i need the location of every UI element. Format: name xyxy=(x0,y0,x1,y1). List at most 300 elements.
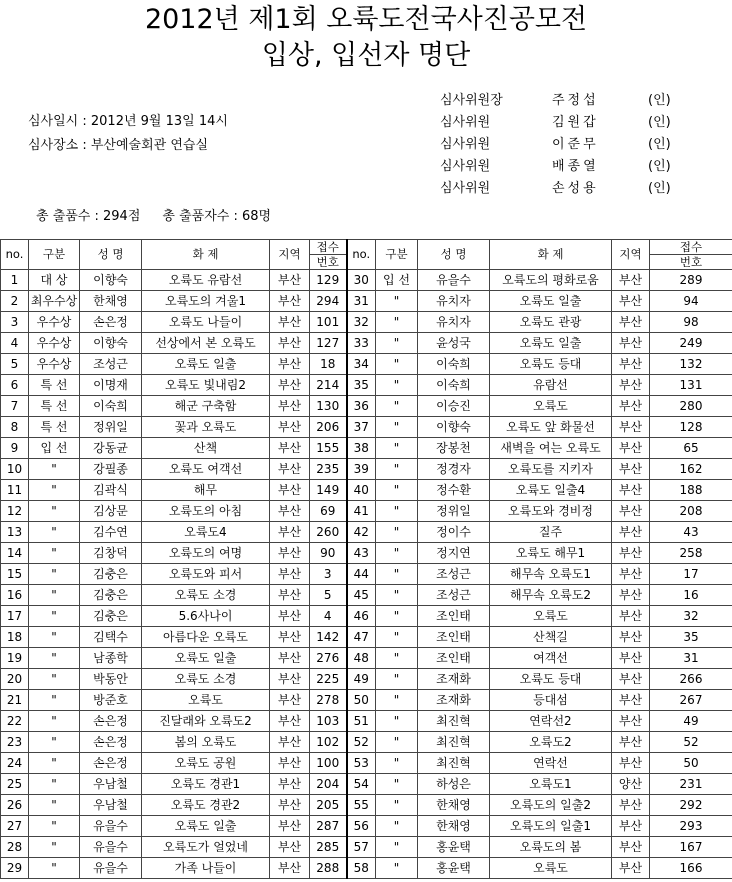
cell-name: 유을수 xyxy=(418,270,490,291)
cell-name: 조인태 xyxy=(418,627,490,648)
header-no: no. xyxy=(347,240,376,270)
cell-receipt: 102 xyxy=(310,732,347,753)
cell-category: " xyxy=(29,816,80,837)
cell-category: 우수상 xyxy=(29,312,80,333)
cell-no: 31 xyxy=(347,291,376,312)
cell-category: " xyxy=(29,459,80,480)
cell-no: 21 xyxy=(1,690,29,711)
cell-no: 6 xyxy=(1,375,29,396)
cell-title: 해무속 오륙도1 xyxy=(490,564,612,585)
cell-region: 부산 xyxy=(612,438,650,459)
cell-region: 부산 xyxy=(612,753,650,774)
table-row xyxy=(1,753,732,774)
cell-name: 손은정 xyxy=(80,732,142,753)
cell-receipt: 288 xyxy=(310,858,347,879)
cell-title: 연락선2 xyxy=(490,711,612,732)
cell-category: " xyxy=(29,648,80,669)
header-title: 화 제 xyxy=(142,240,270,270)
cell-no: 44 xyxy=(347,564,376,585)
cell-receipt: 43 xyxy=(650,522,732,543)
cell-receipt: 17 xyxy=(650,564,732,585)
table-row xyxy=(1,606,732,627)
cell-name: 손은정 xyxy=(80,711,142,732)
cell-title: 오륙도 일출 xyxy=(142,816,270,837)
cell-no: 10 xyxy=(1,459,29,480)
cell-category: " xyxy=(376,312,418,333)
cell-category: 특 선 xyxy=(29,417,80,438)
cell-receipt: 98 xyxy=(650,312,732,333)
cell-receipt: 276 xyxy=(310,648,347,669)
cell-receipt: 294 xyxy=(310,291,347,312)
cell-receipt: 94 xyxy=(650,291,732,312)
cell-title: 가족 나들이 xyxy=(142,858,270,879)
cell-region: 부산 xyxy=(270,396,310,417)
cell-no: 38 xyxy=(347,438,376,459)
cell-title: 진달래와 오륙도2 xyxy=(142,711,270,732)
cell-no: 53 xyxy=(347,753,376,774)
cell-receipt: 49 xyxy=(650,711,732,732)
cell-region: 부산 xyxy=(612,501,650,522)
cell-region: 부산 xyxy=(270,711,310,732)
cell-category: " xyxy=(376,438,418,459)
cell-title: 오륙도 일출 xyxy=(490,291,612,312)
cell-region: 부산 xyxy=(612,417,650,438)
cell-category: " xyxy=(376,585,418,606)
cell-region: 부산 xyxy=(270,375,310,396)
cell-no: 33 xyxy=(347,333,376,354)
judge-row xyxy=(420,86,720,108)
cell-no: 34 xyxy=(347,354,376,375)
cell-region: 부산 xyxy=(612,354,650,375)
cell-receipt: 4 xyxy=(310,606,347,627)
cell-name: 윤성국 xyxy=(418,333,490,354)
cell-receipt: 3 xyxy=(310,564,347,585)
cell-no: 43 xyxy=(347,543,376,564)
judge-name: 손성용 xyxy=(552,181,599,196)
cell-no: 57 xyxy=(347,837,376,858)
cell-receipt: 155 xyxy=(310,438,347,459)
cell-title: 오륙도 일출 xyxy=(142,648,270,669)
cell-category: " xyxy=(29,732,80,753)
table-row xyxy=(1,459,732,480)
cell-title: 아름다운 오륙도 xyxy=(142,627,270,648)
cell-category: " xyxy=(376,333,418,354)
header-region: 지역 xyxy=(270,240,310,270)
table-row xyxy=(1,711,732,732)
cell-category: " xyxy=(376,816,418,837)
judge-row xyxy=(420,152,720,174)
cell-category: " xyxy=(376,396,418,417)
header-name: 성 명 xyxy=(418,240,490,270)
cell-no: 22 xyxy=(1,711,29,732)
cell-region: 부산 xyxy=(270,438,310,459)
cell-no: 35 xyxy=(347,375,376,396)
document-subtitle: 입상, 입선자 명단 xyxy=(261,40,471,71)
table-row xyxy=(1,522,732,543)
table-row xyxy=(1,564,732,585)
cell-no: 7 xyxy=(1,396,29,417)
judging-date: 심사일시 : 2012년 9월 13일 14시 xyxy=(28,114,228,129)
cell-no: 58 xyxy=(347,858,376,879)
document-title: 2012년 제1회 오륙도전국사진공모전 xyxy=(144,4,588,35)
cell-no: 36 xyxy=(347,396,376,417)
cell-no: 15 xyxy=(1,564,29,585)
cell-no: 27 xyxy=(1,816,29,837)
cell-name: 홍윤택 xyxy=(418,858,490,879)
header-receipt-bottom: 번호 xyxy=(310,255,347,270)
cell-receipt: 129 xyxy=(310,270,347,291)
cell-name: 최진혁 xyxy=(418,711,490,732)
cell-receipt: 260 xyxy=(310,522,347,543)
cell-region: 부산 xyxy=(270,774,310,795)
table-row xyxy=(1,270,732,291)
cell-receipt: 65 xyxy=(650,438,732,459)
cell-title: 오륙도2 xyxy=(490,732,612,753)
cell-receipt: 31 xyxy=(650,648,732,669)
cell-region: 부산 xyxy=(270,690,310,711)
winners-table xyxy=(0,239,732,879)
cell-region: 부산 xyxy=(270,648,310,669)
cell-name: 우남철 xyxy=(80,795,142,816)
cell-region: 부산 xyxy=(270,522,310,543)
cell-name: 이향숙 xyxy=(80,333,142,354)
cell-title: 산책 xyxy=(142,438,270,459)
header-category: 구분 xyxy=(376,240,418,270)
judge-row xyxy=(420,130,720,152)
cell-category: " xyxy=(376,354,418,375)
cell-name: 조재화 xyxy=(418,690,490,711)
cell-category: " xyxy=(376,291,418,312)
cell-name: 방준호 xyxy=(80,690,142,711)
header-category: 구분 xyxy=(29,240,80,270)
cell-title: 오륙도 빛내림2 xyxy=(142,375,270,396)
totals xyxy=(36,205,271,224)
judge-row xyxy=(420,174,720,196)
total-entrants: 총 출품자수 : 68명 xyxy=(162,209,272,224)
cell-region: 부산 xyxy=(612,480,650,501)
cell-category: " xyxy=(29,711,80,732)
cell-receipt: 149 xyxy=(310,480,347,501)
cell-no: 42 xyxy=(347,522,376,543)
cell-title: 오륙도의 겨울1 xyxy=(142,291,270,312)
cell-region: 부산 xyxy=(612,816,650,837)
cell-category: " xyxy=(29,837,80,858)
cell-receipt: 35 xyxy=(650,627,732,648)
cell-no: 1 xyxy=(1,270,29,291)
cell-category: " xyxy=(376,690,418,711)
cell-category: " xyxy=(376,543,418,564)
cell-receipt: 285 xyxy=(310,837,347,858)
cell-title: 봄의 오륙도 xyxy=(142,732,270,753)
cell-region: 부산 xyxy=(612,627,650,648)
cell-no: 16 xyxy=(1,585,29,606)
table-row xyxy=(1,354,732,375)
cell-category: " xyxy=(29,501,80,522)
cell-name: 박동안 xyxy=(80,669,142,690)
table-row xyxy=(1,795,732,816)
cell-region: 부산 xyxy=(270,459,310,480)
cell-title: 해무 xyxy=(142,480,270,501)
cell-category: " xyxy=(376,627,418,648)
judges-panel xyxy=(420,86,720,196)
cell-category: " xyxy=(376,648,418,669)
cell-name: 김택수 xyxy=(80,627,142,648)
judge-name: 김원갑 xyxy=(552,115,599,130)
cell-category: " xyxy=(376,375,418,396)
cell-category: " xyxy=(376,711,418,732)
cell-name: 유치자 xyxy=(418,312,490,333)
table-row xyxy=(1,858,732,879)
cell-receipt: 289 xyxy=(650,270,732,291)
judge-name: 배종열 xyxy=(552,159,599,174)
cell-region: 양산 xyxy=(612,774,650,795)
table-row xyxy=(1,501,732,522)
table-row xyxy=(1,690,732,711)
cell-name: 조성근 xyxy=(418,564,490,585)
judge-seal: (인) xyxy=(648,181,671,196)
cell-title: 오륙도 앞 화물선 xyxy=(490,417,612,438)
cell-title: 오륙도4 xyxy=(142,522,270,543)
cell-title: 오륙도 나들이 xyxy=(142,312,270,333)
cell-receipt: 167 xyxy=(650,837,732,858)
cell-title: 오륙도 소경 xyxy=(142,669,270,690)
cell-title: 오륙도 등대 xyxy=(490,669,612,690)
cell-region: 부산 xyxy=(270,417,310,438)
table-row xyxy=(1,774,732,795)
cell-region: 부산 xyxy=(270,669,310,690)
cell-receipt: 208 xyxy=(650,501,732,522)
cell-name: 남종학 xyxy=(80,648,142,669)
cell-title: 오륙도 여객선 xyxy=(142,459,270,480)
cell-no: 25 xyxy=(1,774,29,795)
cell-region: 부산 xyxy=(612,858,650,879)
cell-no: 5 xyxy=(1,354,29,375)
cell-region: 부산 xyxy=(612,375,650,396)
cell-title: 꽃과 오륙도 xyxy=(142,417,270,438)
total-entries: 총 출품수 : 294점 xyxy=(36,209,141,224)
cell-no: 9 xyxy=(1,438,29,459)
cell-region: 부산 xyxy=(270,270,310,291)
header-region: 지역 xyxy=(612,240,650,270)
cell-category: " xyxy=(29,795,80,816)
cell-category: " xyxy=(29,669,80,690)
cell-category: " xyxy=(376,564,418,585)
cell-receipt: 206 xyxy=(310,417,347,438)
table-row xyxy=(1,375,732,396)
cell-title: 오륙도 공원 xyxy=(142,753,270,774)
cell-category: " xyxy=(376,732,418,753)
cell-receipt: 280 xyxy=(650,396,732,417)
cell-region: 부산 xyxy=(270,858,310,879)
cell-region: 부산 xyxy=(612,270,650,291)
header-no: no. xyxy=(1,240,29,270)
cell-region: 부산 xyxy=(270,732,310,753)
cell-name: 정수환 xyxy=(418,480,490,501)
table-row xyxy=(1,480,732,501)
cell-no: 11 xyxy=(1,480,29,501)
cell-category: " xyxy=(376,417,418,438)
cell-receipt: 249 xyxy=(650,333,732,354)
cell-no: 14 xyxy=(1,543,29,564)
cell-name: 김충은 xyxy=(80,564,142,585)
cell-no: 39 xyxy=(347,459,376,480)
cell-category: 우수상 xyxy=(29,354,80,375)
cell-receipt: 214 xyxy=(310,375,347,396)
cell-category: " xyxy=(376,858,418,879)
table-row xyxy=(1,543,732,564)
cell-region: 부산 xyxy=(612,312,650,333)
cell-title: 오륙도와 피서 xyxy=(142,564,270,585)
cell-name: 정경자 xyxy=(418,459,490,480)
cell-title: 오륙도를 지키자 xyxy=(490,459,612,480)
cell-region: 부산 xyxy=(270,333,310,354)
cell-title: 오륙도 관광 xyxy=(490,312,612,333)
cell-no: 23 xyxy=(1,732,29,753)
cell-name: 김곽식 xyxy=(80,480,142,501)
cell-title: 오륙도 xyxy=(490,858,612,879)
cell-region: 부산 xyxy=(270,501,310,522)
cell-region: 부산 xyxy=(612,606,650,627)
cell-name: 김상문 xyxy=(80,501,142,522)
cell-no: 2 xyxy=(1,291,29,312)
cell-category: " xyxy=(29,480,80,501)
cell-title: 오륙도 xyxy=(490,396,612,417)
cell-category: " xyxy=(376,795,418,816)
cell-category: " xyxy=(29,690,80,711)
cell-category: " xyxy=(376,459,418,480)
cell-title: 오륙도 등대 xyxy=(490,354,612,375)
cell-title: 해군 구축함 xyxy=(142,396,270,417)
cell-region: 부산 xyxy=(270,480,310,501)
cell-name: 조인태 xyxy=(418,606,490,627)
cell-no: 37 xyxy=(347,417,376,438)
cell-name: 정지연 xyxy=(418,543,490,564)
cell-no: 52 xyxy=(347,732,376,753)
cell-category: 입 선 xyxy=(29,438,80,459)
cell-title: 선상에서 본 오륙도 xyxy=(142,333,270,354)
cell-region: 부산 xyxy=(612,543,650,564)
cell-name: 조성근 xyxy=(418,585,490,606)
cell-no: 12 xyxy=(1,501,29,522)
cell-category: " xyxy=(376,501,418,522)
table-row xyxy=(1,627,732,648)
table-row xyxy=(1,417,732,438)
table-row xyxy=(1,732,732,753)
cell-title: 오륙도 일출4 xyxy=(490,480,612,501)
cell-category: " xyxy=(29,627,80,648)
cell-no: 24 xyxy=(1,753,29,774)
cell-title: 오륙도 xyxy=(490,606,612,627)
cell-name: 김충은 xyxy=(80,606,142,627)
header-receipt-bottom: 번호 xyxy=(650,255,732,270)
cell-receipt: 18 xyxy=(310,354,347,375)
cell-region: 부산 xyxy=(612,648,650,669)
cell-title: 오륙도 xyxy=(142,690,270,711)
cell-no: 4 xyxy=(1,333,29,354)
cell-name: 한채영 xyxy=(418,795,490,816)
table-row xyxy=(1,312,732,333)
cell-category: 대 상 xyxy=(29,270,80,291)
cell-category: 특 선 xyxy=(29,375,80,396)
cell-region: 부산 xyxy=(612,564,650,585)
cell-name: 이숙희 xyxy=(418,354,490,375)
cell-title: 등대섬 xyxy=(490,690,612,711)
judge-seal: (인) xyxy=(648,93,671,108)
cell-title: 오륙도 경관2 xyxy=(142,795,270,816)
cell-region: 부산 xyxy=(612,711,650,732)
cell-receipt: 127 xyxy=(310,333,347,354)
cell-name: 유치자 xyxy=(418,291,490,312)
cell-receipt: 5 xyxy=(310,585,347,606)
cell-no: 29 xyxy=(1,858,29,879)
cell-no: 19 xyxy=(1,648,29,669)
cell-region: 부산 xyxy=(612,837,650,858)
table-row xyxy=(1,837,732,858)
cell-name: 유을수 xyxy=(80,837,142,858)
cell-category: " xyxy=(376,480,418,501)
cell-region: 부산 xyxy=(612,396,650,417)
judge-name: 이준무 xyxy=(552,137,599,152)
cell-receipt: 50 xyxy=(650,753,732,774)
cell-receipt: 278 xyxy=(310,690,347,711)
cell-name: 이숙희 xyxy=(80,396,142,417)
cell-no: 46 xyxy=(347,606,376,627)
cell-title: 오륙도 유람선 xyxy=(142,270,270,291)
cell-name: 강동균 xyxy=(80,438,142,459)
table-row xyxy=(1,585,732,606)
cell-title: 여객선 xyxy=(490,648,612,669)
cell-title: 오륙도의 여명 xyxy=(142,543,270,564)
judge-role: 심사위원 xyxy=(440,115,491,130)
cell-receipt: 131 xyxy=(650,375,732,396)
cell-name: 강필종 xyxy=(80,459,142,480)
table-row xyxy=(1,396,732,417)
cell-receipt: 267 xyxy=(650,690,732,711)
cell-receipt: 162 xyxy=(650,459,732,480)
cell-region: 부산 xyxy=(612,291,650,312)
cell-title: 유람선 xyxy=(490,375,612,396)
cell-region: 부산 xyxy=(612,795,650,816)
cell-category: " xyxy=(29,585,80,606)
cell-title: 오륙도 경관1 xyxy=(142,774,270,795)
cell-name: 이승진 xyxy=(418,396,490,417)
cell-category: 입 선 xyxy=(376,270,418,291)
judge-role: 심사위원장 xyxy=(440,93,503,108)
cell-title: 해무속 오륙도2 xyxy=(490,585,612,606)
cell-no: 45 xyxy=(347,585,376,606)
table-row xyxy=(1,816,732,837)
cell-receipt: 293 xyxy=(650,816,732,837)
cell-name: 조재화 xyxy=(418,669,490,690)
cell-name: 우남철 xyxy=(80,774,142,795)
cell-no: 56 xyxy=(347,816,376,837)
cell-name: 홍윤택 xyxy=(418,837,490,858)
cell-category: " xyxy=(376,774,418,795)
cell-receipt: 142 xyxy=(310,627,347,648)
cell-no: 40 xyxy=(347,480,376,501)
cell-no: 50 xyxy=(347,690,376,711)
cell-category: 우수상 xyxy=(29,333,80,354)
table-row xyxy=(1,438,732,459)
cell-region: 부산 xyxy=(612,690,650,711)
cell-region: 부산 xyxy=(270,795,310,816)
cell-region: 부산 xyxy=(612,669,650,690)
table-row xyxy=(1,333,732,354)
judge-name: 주정섭 xyxy=(552,93,599,108)
cell-region: 부산 xyxy=(270,291,310,312)
cell-region: 부산 xyxy=(270,606,310,627)
cell-category: " xyxy=(29,774,80,795)
